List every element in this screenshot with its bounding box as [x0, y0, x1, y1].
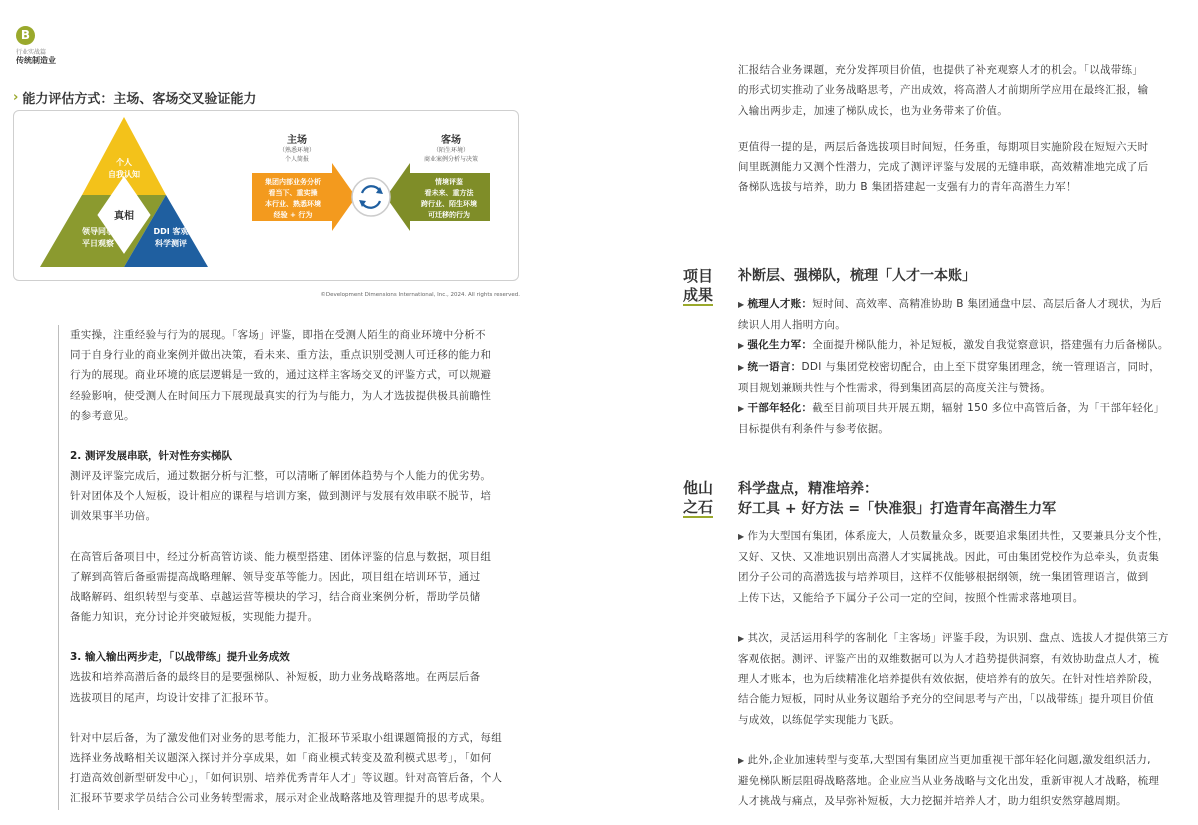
paragraph-line: 汇报环节要求学员结合公司业务转型需求，展示对企业战略落地及管理提升的思考成果。: [70, 792, 492, 805]
triangle-bullet-icon: ▶: [738, 633, 745, 643]
right-column-intro: [738, 60, 1188, 198]
paragraph-line: 测评及评鉴完成后，通过数据分析与汇整，可以清晰了解团体趋势与个人能力的优劣势。: [70, 470, 492, 483]
subheading-2: 2. 测评发展串联，针对性夯实梯队: [70, 450, 232, 463]
list-item-continued: 与成效，以练促学实现能力飞跃。: [738, 713, 900, 726]
chevron-right-icon: ›: [13, 90, 19, 105]
subheading-3: 3. 输入输出两步走，「以战带练」提升业务成效: [70, 651, 290, 664]
away-arrow-line2: 看未来、重方法: [424, 189, 474, 197]
list-item-bold: 干部年轻化：: [747, 402, 813, 415]
list-item-continued: 又好、又快、又准地识别出高潜人才实属挑战。因此，可由集团党校作为总牵头，负责集: [738, 551, 1160, 564]
list-item-continued: 续识人用人指明方向。: [738, 319, 846, 332]
stone-side-label: [683, 479, 713, 517]
industry-label: 传统制造业: [16, 56, 56, 65]
list-item-continued: 人才挑战与痛点，及早弥补短板，大力挖掘并培养人才，助力组织安然穿越周期。: [738, 795, 1127, 808]
list-item-continued: 避免梯队断层阻碍战略落地。企业应当从业务战略与文化出发，重新审视人才战略，梳理: [738, 775, 1160, 788]
list-item-text: DDI 与集团党校密切配合，由上至下贯穿集团理念，统一管理语言，同时，: [801, 360, 1161, 373]
triangle-left-line2: 平日观察: [82, 239, 114, 248]
paragraph-line: 选拔和培养高潜后备的最终目的是要强梯队、补短板，助力业务战略落地。在两层后备: [70, 671, 481, 684]
stone-label-line1: 他山: [683, 479, 714, 497]
paragraph-line: 同于自身行业的商业案例并做出决策，看未来、重方法，重点识别受测人可迁移的能力和: [70, 349, 492, 362]
list-item-continued: 目标提供有利条件与参考依据。: [738, 423, 890, 436]
away-arrow-line4: 可迁移的行为: [428, 211, 470, 219]
cycle-circle: [352, 178, 390, 216]
list-item-continued: 团分子公司的高潜选拔与培养项目，这样不仅能够根据纲领，统一集团管理语言，做到: [738, 571, 1149, 584]
triangle-left-line1: 领导同事: [82, 227, 114, 236]
home-sub-line1: （熟悉环境）: [278, 147, 315, 154]
paragraph-line: 经验影响，使受测人在时间压力下展现最真实的行为与能力，为人才选拔提供极具前瞻性: [70, 389, 492, 402]
stone-heading-line2: 好工具 + 好方法 =「快准狠」打造青年高潜生力军: [738, 501, 1057, 517]
list-item-bold: 梳理人才账：: [747, 298, 813, 310]
list-item-bold: 统一语言：: [747, 360, 802, 373]
stone-heading: [738, 479, 1056, 519]
list-item: [738, 294, 1188, 315]
paragraph-line: 入输出两步走，加速了梯队成长，也为业务带来了价值。: [738, 104, 1008, 117]
stone-list: [738, 526, 1188, 811]
list-item-text: 短时间、高效率、高精准协助 B 集团通盘中层、高层后备人才现状，为后: [812, 298, 1162, 310]
home-arrow-line4: 经验 + 行为: [273, 211, 313, 219]
list-item: [738, 357, 1188, 378]
home-sub-line2: 个人简报: [284, 156, 309, 163]
list-item-bold: 强化生力军：: [747, 339, 813, 352]
list-item-continued: 项目规划兼顾共性与个性需求，得到集团高层的高度关注与赞扬。: [738, 381, 1052, 394]
results-label-line2: 成果: [683, 286, 714, 304]
list-item: [738, 750, 1188, 771]
list-item: [738, 398, 1188, 419]
list-item-continued: 理人才账本，也为后续精准化培养提供有效依据，使培养有的放矢。在针对性培养阶段，: [738, 673, 1160, 686]
list-item: [738, 526, 1188, 547]
stone-label-line2: 之石: [683, 498, 714, 516]
list-item-continued: 结合能力短板，同时从业务议题给予充分的空间思考与产出，「以战带练」提升项目价值: [738, 693, 1154, 706]
away-sub-line1: （陌生环境）: [432, 147, 469, 154]
results-list: [738, 294, 1188, 439]
triangle-bullet-icon: ▶: [738, 532, 745, 541]
paragraph-line: 打造高效创新型研发中心」，「如何识别、培养优秀青年人才」等议题。针对高管后备，个人: [70, 772, 503, 785]
triangle-bullet-icon: ▶: [738, 404, 745, 414]
triangle-bullet-icon: ▶: [738, 362, 745, 372]
list-item: [738, 335, 1188, 356]
triangle-bullet-icon: ▶: [738, 755, 745, 765]
away-title: 客场: [441, 135, 461, 146]
paragraph-line: 行为的展现。商业环境的底层逻辑是一致的，通过这样主客场交叉的评鉴方式，可以规避: [70, 369, 492, 382]
list-item-text: 其次，灵活运用科学的客制化「主客场」评鉴手段，为识别、盘点、选拔人才提供第三方: [747, 631, 1169, 644]
list-item-continued: 客观依据。测评、评鉴产出的双维数据可以为人才趋势提供洞察，有效协助盘点人才，梳: [738, 653, 1160, 666]
paragraph-line: 了解到高管后备亟需提高战略理解、领导变革等能力。因此，项目组在培训环节，通过: [70, 570, 481, 583]
paragraph-line: 针对中层后备，为了激发他们对业务的思考能力，汇报环节采取小组课题简报的方式，每组: [70, 731, 502, 744]
triangle-left-label: [70, 226, 126, 250]
left-column-body: [58, 325, 520, 810]
away-sub-line2: 商业案例分析与决策: [423, 156, 478, 163]
list-item: [738, 628, 1188, 649]
paragraph-line: 更值得一提的是，两层后备选拔项目时间短，任务重，每期项目实施阶段在短短六天时: [738, 140, 1149, 153]
list-item-text: 此外,企业加速转型与变革,大型国有集团应当更加重视干部年轻化问题,激发组织活力,: [747, 753, 1151, 766]
list-item-text: 作为大型国有集团，体系庞大，人员数量众多，既要追求集团共性，又要兼具分支个性，: [747, 530, 1169, 542]
paragraph-line: 的形式切实推动了业务战略思考，产出成效，将高潜人才前期所学应用在最终汇报，输: [738, 84, 1149, 97]
paragraph-line: 针对团体及个人短板，设计相应的课程与培训方案，做到测评与发展有效串联不脱节，培: [70, 490, 492, 503]
paragraph-line: 选择业务战略相关议题深入探讨并分享成果，如「商业模式转变及盈利模式思考」，「如何: [70, 752, 492, 765]
triangle-top-label: [106, 157, 142, 181]
away-arrow-line1: 情境评鉴: [435, 178, 463, 186]
triangle-bullet-icon: ▶: [738, 341, 745, 351]
away-subtitle: [396, 146, 506, 164]
triangle-top-line2: 自我认知: [108, 170, 140, 179]
paragraph-line: 备梯队选拔与培养，助力 B 集团搭建起一支强有力的青年高潜生力军！: [738, 181, 1077, 194]
paragraph-line: 间里既测能力又测个性潜力，完成了测评评鉴与发展的无缝串联，高效精准地完成了后: [738, 161, 1149, 174]
paragraph-line: 在高管后备项目中，经过分析高管访谈、能力模型搭建、团体评鉴的信息与数据，项目组: [70, 550, 492, 563]
list-item-continued: 上传下达，又能给予下属分子公司一定的空间，按照个性需求落地项目。: [738, 591, 1084, 604]
copyright-notice: ©Development Dimensions International, Inc., 2024. All rights reserved.: [320, 292, 520, 298]
stone-heading-line1: 科学盘点，精准培养：: [738, 481, 878, 497]
home-arrow-text: [252, 177, 334, 221]
category-label: 行业实战篇: [16, 49, 47, 56]
triangle-right-line1: DDI 客观: [153, 227, 189, 236]
list-item-text: 截至目前项目共开展五期，辐射 150 多位中高管后备，为「干部年轻化」: [812, 402, 1165, 415]
home-title: 主场: [287, 135, 307, 146]
home-arrow-line3: 本行业、熟悉环境: [265, 200, 321, 208]
home-subtitle: [242, 146, 352, 164]
results-label-line1: 项目: [683, 267, 714, 285]
paragraph-line: 选拔项目的尾声，均设计安排了汇报环节。: [70, 691, 276, 704]
away-arrow-line3: 跨行业、陌生环境: [421, 200, 477, 208]
results-heading: 补断层、强梯队，梳理「人才一本账」: [738, 268, 976, 284]
paragraph-line: 的参考意见。: [70, 409, 135, 422]
triangle-top-line1: 个人: [116, 158, 132, 167]
list-item-text: 全面提升梯队能力，补足短板，激发自我觉察意识，搭建强有力后备梯队。: [812, 339, 1169, 352]
results-side-label: [683, 267, 713, 305]
section-badge: B: [16, 26, 35, 45]
section-title: 能力评估方式：主场、客场交叉验证能力: [22, 92, 257, 107]
home-arrow-line2: 看当下、重实操: [268, 189, 318, 197]
paragraph-line: 战略解码、组织转型与变革、卓越运营等模块的学习，结合商业案例分析，帮助学员储: [70, 591, 481, 604]
assessment-diagram: [13, 110, 519, 281]
triangle-center-label: 真相: [114, 211, 134, 222]
paragraph-line: 重实操，注重经验与行为的展现。「客场」评鉴，即指在受测人陌生的商业环境中分析不: [70, 329, 486, 341]
home-arrow-line1: 集团内部业务分析: [265, 178, 321, 186]
triangle-bullet-icon: ▶: [738, 300, 745, 309]
paragraph-line: 汇报结合业务课题，充分发挥项目价值，也提供了补充观察人才的机会。「以战带练」: [738, 64, 1144, 76]
paragraph-line: 备能力知识，充分讨论并突破短板，实现能力提升。: [70, 611, 319, 624]
triangle-right-line2: 科学测评: [155, 239, 187, 248]
triangle-right-label: [144, 226, 198, 250]
section-heading: [13, 88, 256, 107]
paragraph-line: 训效果事半功倍。: [70, 510, 157, 523]
away-arrow-text: [408, 177, 490, 221]
